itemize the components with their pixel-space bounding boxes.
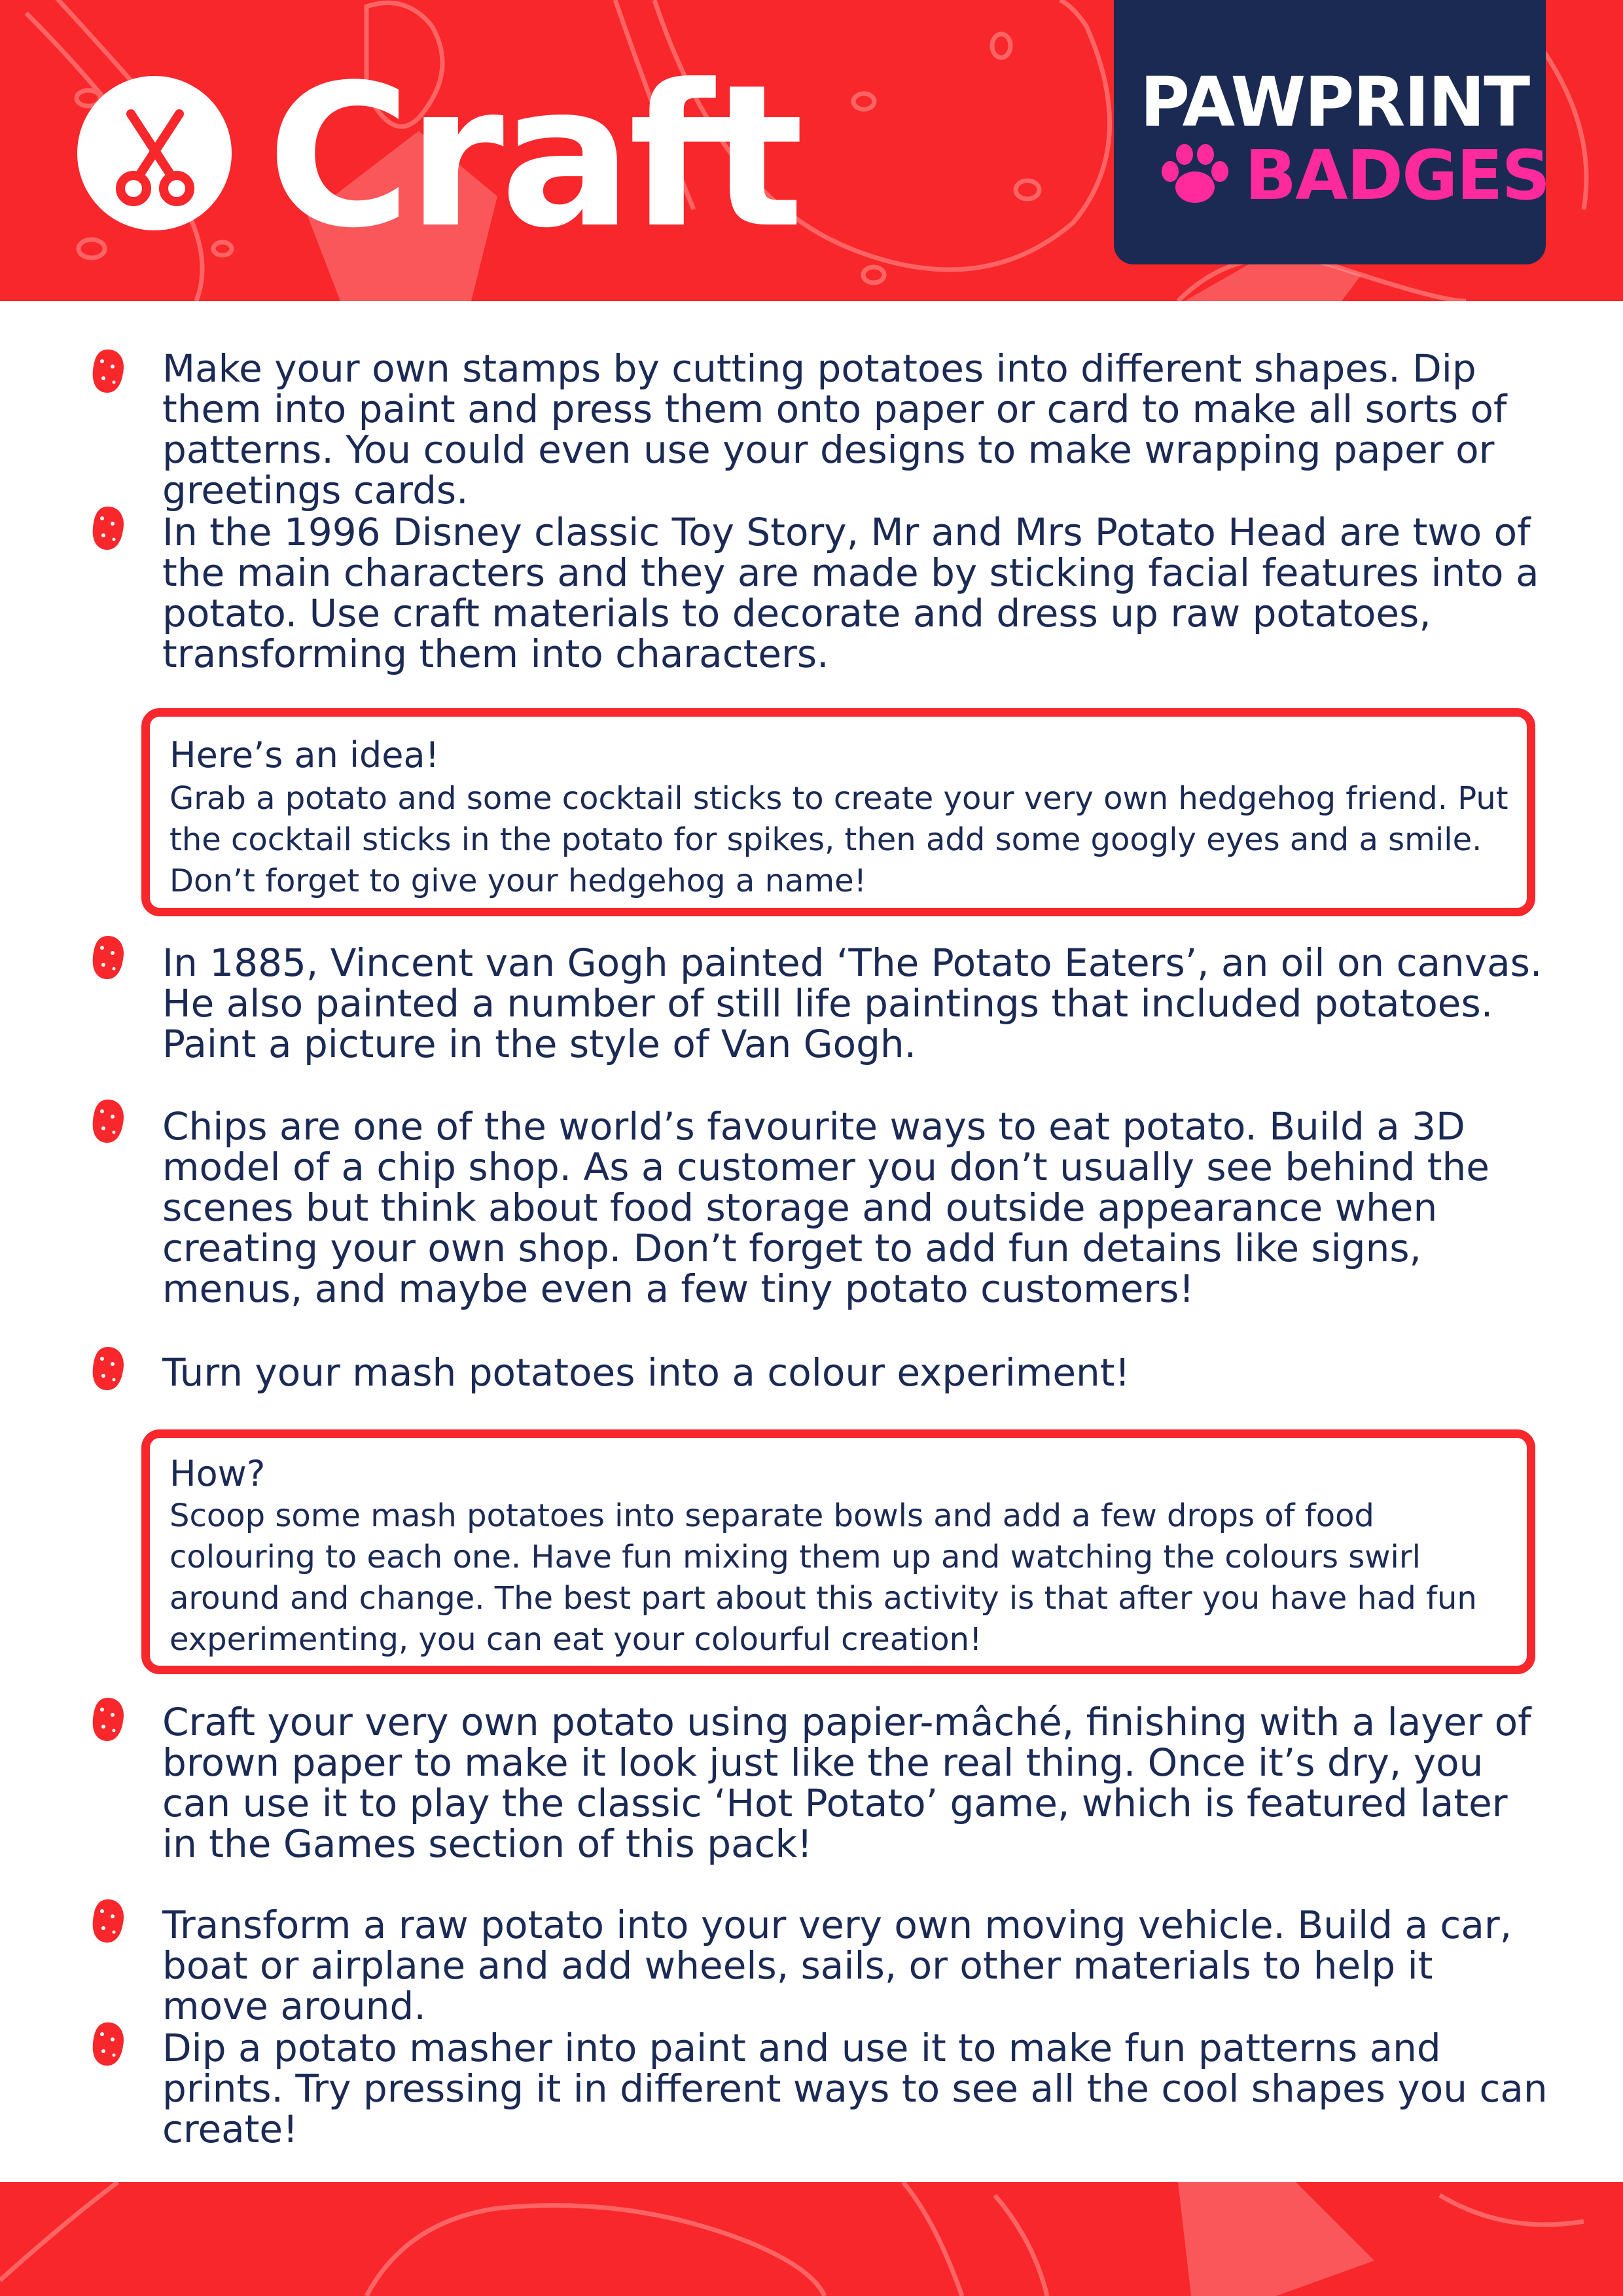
callout-heading: Here’s an idea! [169, 734, 440, 776]
potato-bullet-icon [90, 2021, 126, 2067]
scissors-icon-badge [77, 76, 232, 230]
list-item: In the 1996 Disney classic Toy Story, Mr and Mrs Potato Head are two of the main characters and they are made by sticking facial features into a potato. Use craft materials to decorate and dress up raw potatoes, transforming them into characters. [162, 510, 1539, 676]
pawprint-badges-logo [1114, 0, 1550, 264]
paw-icon [1153, 143, 1232, 208]
potato-bullet-icon [90, 505, 126, 551]
potato-bullet-icon [90, 1098, 126, 1144]
callout-body: Scoop some mash potatoes into separate bowls and add a few drops of food colouring to each one. Have fun mixing them up and watching the colours swirl around and change. The best part about this activity is that after you have had fun experimenting, you can eat your colourful creation! [169, 1498, 1477, 1658]
potato-bullet-icon [90, 348, 126, 394]
how-callout-box [141, 1429, 1535, 1674]
list-item: Transform a raw potato into your very own moving vehicle. Build a car, boat or airplane and add wheels, sails, or other materials to help it move around. [162, 1903, 1512, 2028]
footer-banner [0, 2182, 1623, 2296]
callout-heading: How? [169, 1453, 266, 1494]
list-item: Make your own stamps by cutting potatoes into different shapes. Dip them into paint and press them onto paper or card to make all sorts of patterns. You could even use your designs to make wrapping paper or greetings cards. [162, 346, 1507, 512]
logo-text-pawprint: PAWPRINT [1140, 62, 1529, 142]
scissors-icon [77, 76, 232, 230]
idea-callout-box [141, 708, 1535, 916]
list-item: Craft your very own potato using papier-mâché, finishing with a layer of brown paper to make it look just like the real thing. Once it’s dry, you can use it to play the classic ‘Hot Potato’ game, which is featured later in the Games section of this pack! [162, 1700, 1531, 1866]
page-title: Craft [267, 43, 800, 271]
header-banner [0, 0, 1623, 301]
potato-bullet-icon [90, 1696, 126, 1742]
list-item: Turn your mash potatoes into a colour experiment! [162, 1350, 1130, 1395]
list-item: Chips are one of the world’s favourite ways to eat potato. Build a 3D model of a chip shop. As a customer you don’t usually see behind the scenes but think about food storage and outside appearance when creating your own shop. Don’t forget to add fun detains like signs, menus, and maybe even a few tiny potato customers! [162, 1104, 1489, 1311]
logo-text-badges: BADGES [1245, 135, 1550, 215]
callout-body: Grab a potato and some cocktail sticks to create your very own hedgehog friend. Put the cocktail sticks in the potato for spikes, then add some googly eyes and a smile. Don’t forget to give your hedgehog a name! [169, 780, 1508, 899]
potato-bullet-icon [90, 1346, 126, 1391]
list-item: Dip a potato masher into paint and use it to make fun patterns and prints. Try pressing it in different ways to see all the cool shapes you can create! [162, 2026, 1548, 2151]
potato-pattern-decoration [0, 2182, 1623, 2296]
potato-bullet-icon [90, 1898, 126, 1944]
list-item: In 1885, Vincent van Gogh painted ‘The Potato Eaters’, an oil on canvas. He also painted a number of still life paintings that included potatoes. Paint a picture in the style of Van Gogh. [162, 941, 1543, 1066]
potato-bullet-icon [90, 935, 126, 980]
